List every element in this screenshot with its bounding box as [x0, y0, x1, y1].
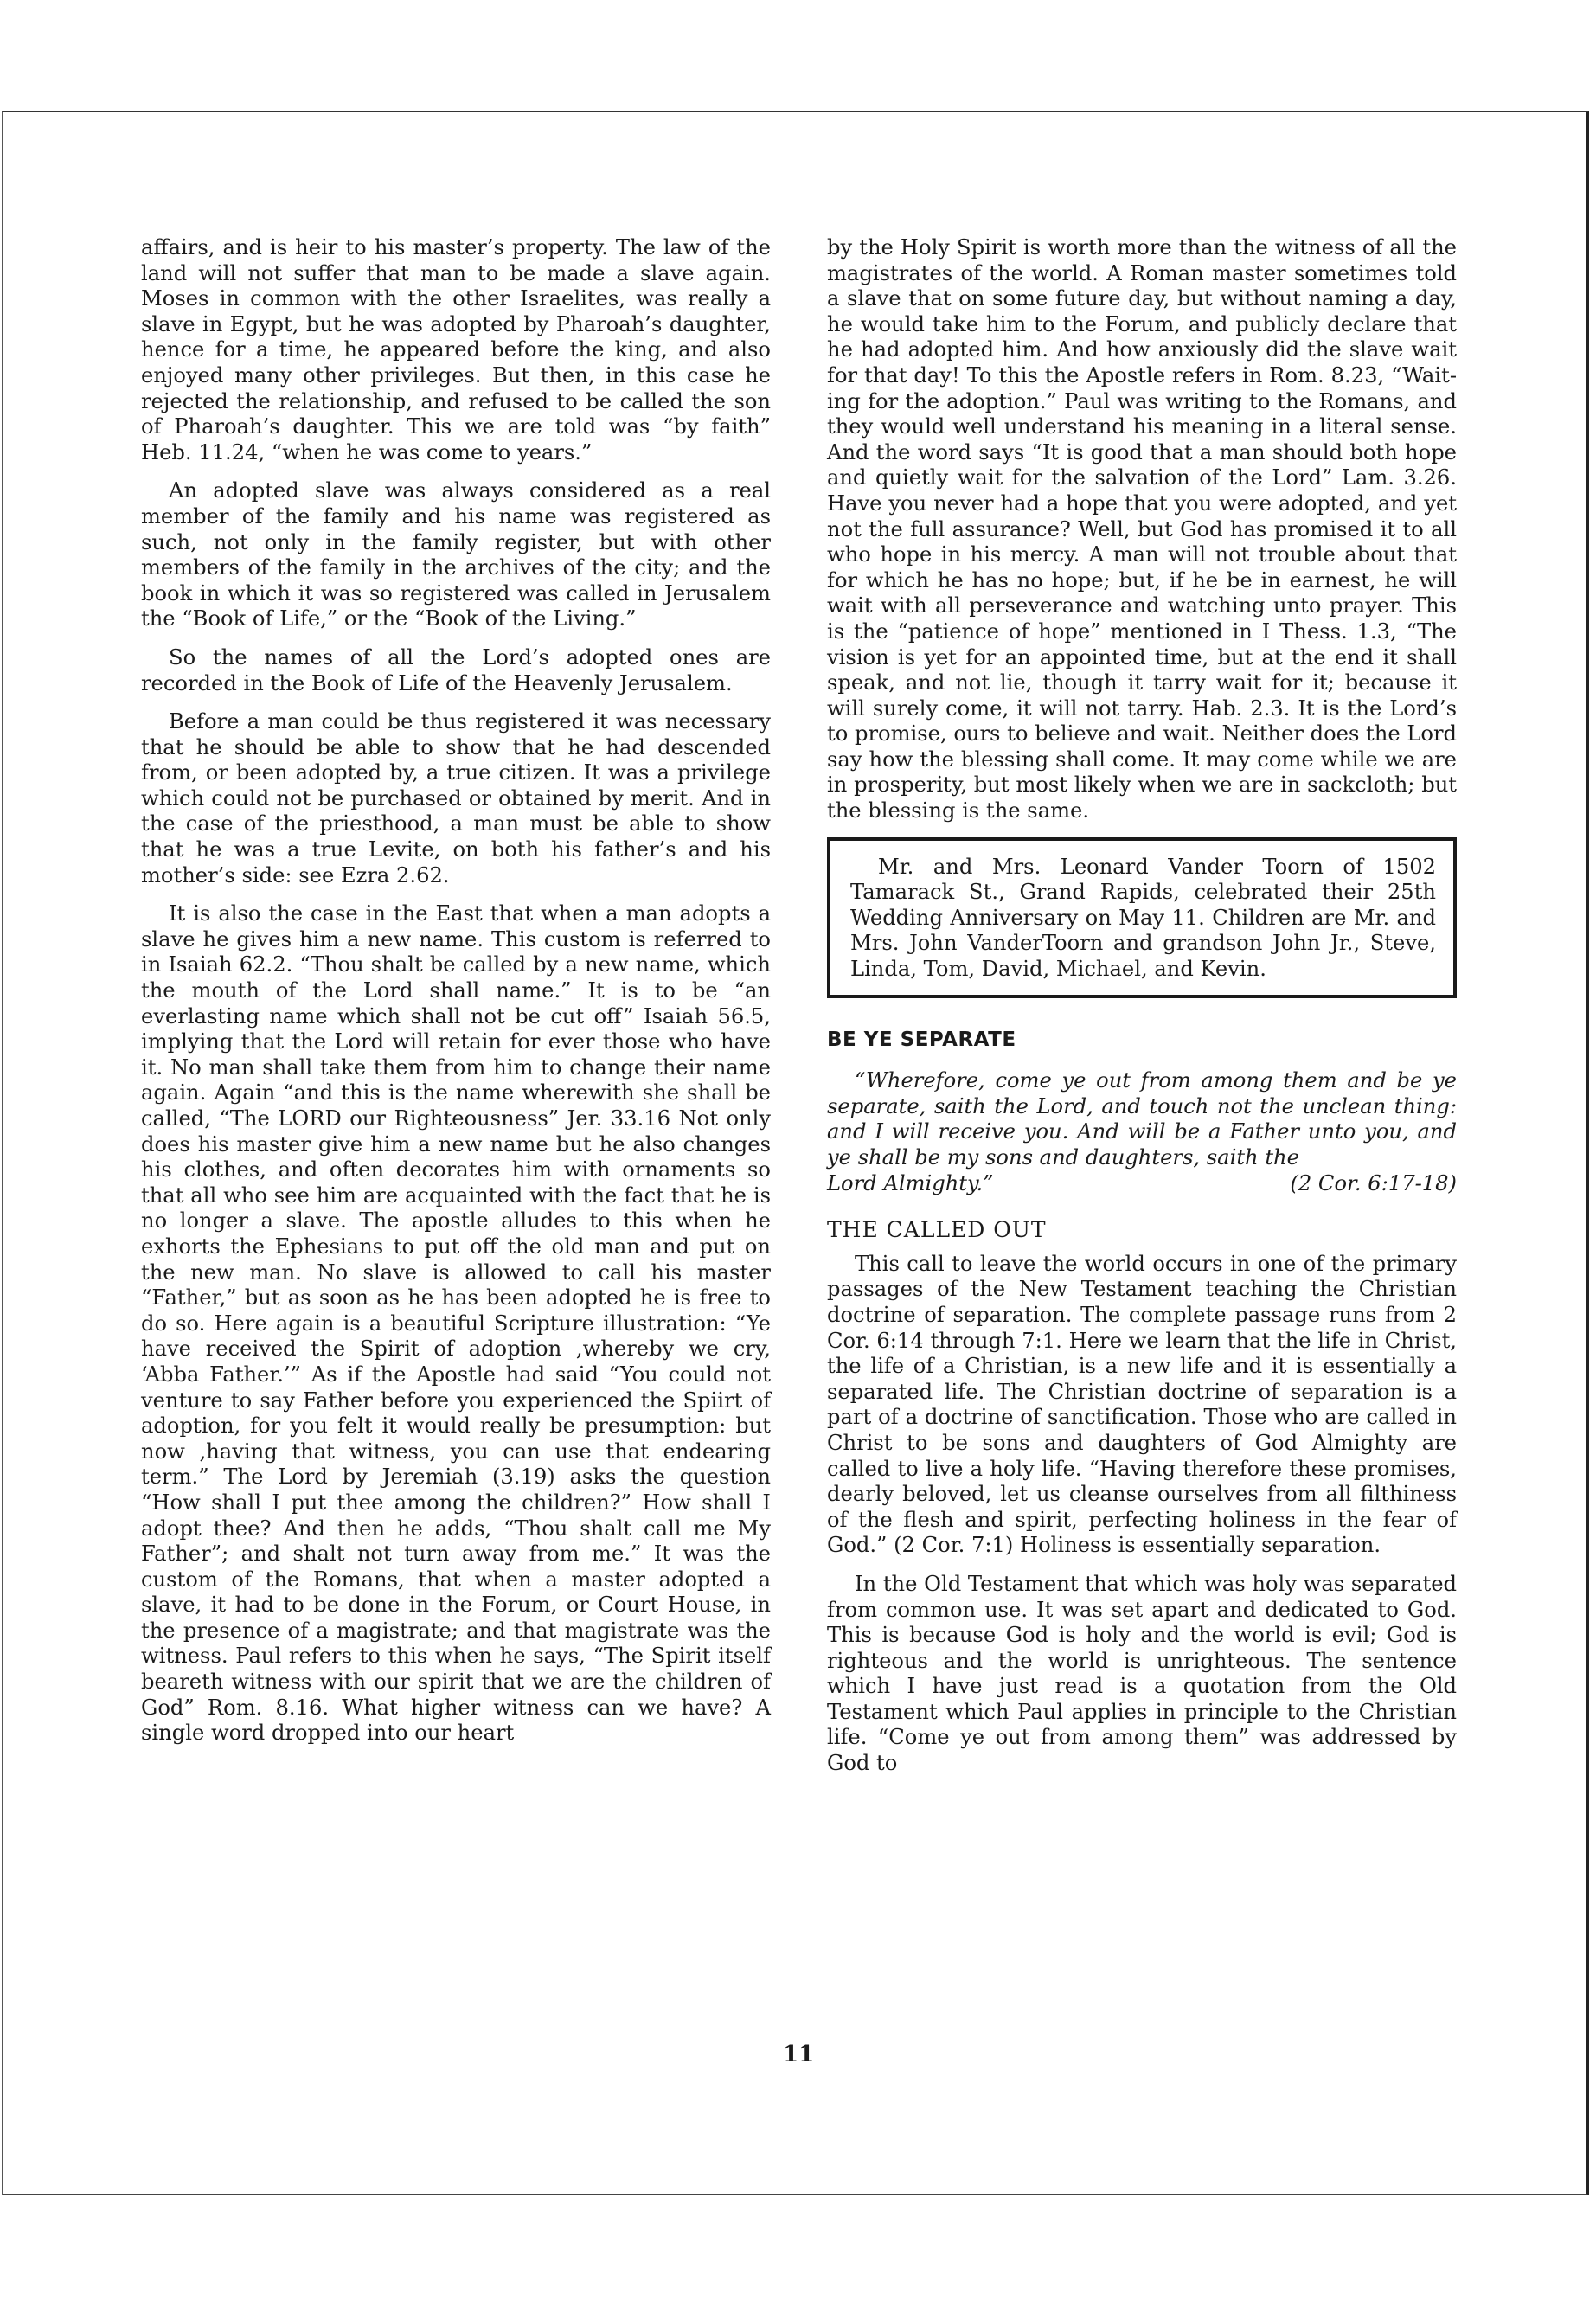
- paragraph: It is also the case in the East that when a man adopts a slave he gives him a new name. This custom is referred to in Isaiah 62.2. “Thou shalt be called by a new name, which the mouth of the Lord shall name.” It is to be “an everlasting name which shall not be cut off” Isaiah 56.5, implying that the Lord will retain for ever those who have it. No man shall take them from him to change their name again. Again “and this is the name wherewith she shall be called, “The LORD our Righteousness” Jer. 33.16 Not only does his master give him a new name but he also changes his clothes, and often decorates him with ornaments so that all who see him are acquainted with the fact that he is no longer a slave. The apostle alludes to this when he exhorts the Ephesians to put off the old man and put on the new man. No slave is allowed to call his master “Father,” but as soon as he has been adopted he is free to do so. Here again is a beautiful Scripture illustration: “Ye have received the Spirit of adoption ,whereby we cry, ‘Abba Father.’” As if the Apostle had said “You could not venture to say Father before you experienced the Spiirt of adoption, for you felt it would really be presumption: but now ,having that witness, you can use that endearing term.” The Lord by Jeremiah (3.19) asks the question “How shall I put thee among the children?” How shall I adopt thee? And then he adds, “Thou shalt call me My Father”; and shalt not turn away from me.” It was the custom of the Romans, that when a master adopted a slave, it had to be done in the Forum, or Court House, in the presence of a magistrate; and that magistrate was the witness. Paul refers to this when he says, “The Spirit itself beareth witness with our spirit that we are the children of God” Rom. 8.16. What higher witness can we have? A single word dropped into our heart: [141, 901, 771, 1746]
- right-column: [827, 235, 1457, 1790]
- paragraph: Before a man could be thus registered it was necessary that he should be able to show that he had descended from, or been adopted by, a true citizen. It was a privilege which could not be purchased or obtained by merit. And in the case of the priesthood, a man must be able to show that he was a true Levite, on both his father’s and his mother’s side: see Ezra 2.62.: [141, 709, 771, 888]
- paragraph: In the Old Testament that which was holy was separated from common use. It was set apart and dedicated to God. This is because God is holy and the world is evil; God is righteous and the world is unrighteous. The sentence which I have just read is a quotation from the Old Testament which Paul applies in principle to the Christian life. “Come ye out from among them” was addressed by God to: [827, 1571, 1457, 1776]
- paragraph: So the names of all the Lord’s adopted ones are recorded in the Book of Life of the Heavenly Jerusalem.: [141, 644, 771, 695]
- anniversary-announcement-box: [827, 837, 1457, 998]
- quote-reference: (2 Cor. 6:17-18): [1290, 1170, 1457, 1195]
- left-column: [141, 235, 771, 1759]
- announcement-text: Mr. and Mrs. Leonard Vander Toorn of 1502 Tamarack St., Grand Rapids, celebrated their 25th Wedding Anniversary on May 11. Children are Mr. and Mrs. John VanderToorn and grandson John Jr., Steve, Linda, Tom, David, Michael, and Kevin.: [850, 854, 1436, 982]
- paragraph: This call to leave the world occurs in one of the primary passages of the New Testament teaching the Christian doctrine of separation. The complete passage runs from 2 Cor. 6:14 through 7:1. Here we learn that the life in Christ, the life of a Christian, is a new life and it is essentially a separated life. The Christian doctrine of separation is a part of a doctrine of sanctification. Those who are called in Christ to be sons and daughters of God Almighty are called to live a holy life. “Having therefore these promises, dearly beloved, let us cleanse ourselves from all filthiness of the flesh and spirit, perfecting holiness in the fear of God.” (2 Cor. 7:1) Holiness is essentially separation.: [827, 1251, 1457, 1558]
- paragraph: by the Holy Spirit is worth more than the witness of all the magistrates of the world. A Roman master sometimes told a slave that on some future day, but without naming a day, he would take him to the Forum, and publicly declare that he had adopted him. And how anxiously did the slave wait for that day! To this the Apostle refers in Rom. 8.23, “Waiting for the adoption.” Paul was writing to the Romans, and they would well understand his meaning in a literal sense. And the word says “It is good that a man should both hope and quietly wait for the salvation of the Lord” Lam. 3.26. Have you never had a hope that you were adopted, and yet not the full assurance? Well, but God has promised it to all who hope in his mercy. A man will not trouble about that for which he has no hope; but, if he be in earnest, he will wait with all perseverance and watching unto prayer. This is the “patience of hope” mentioned in I Thess. 1.3, “The vision is yet for an appointed time, but at the end it shall speak, and not lie, though it tarry wait for it; because it will surely come, it will not tarry. Hab. 2.3. It is the Lord’s to promise, ours to believe and wait. Neither does the Lord say how the blessing shall come. It may come while we are in prosperity, but most likely when we are in sackcloth; but the blessing is the same.: [827, 235, 1458, 824]
- paragraph: An adopted slave was always considered as a real member of the family and his name was registered as such, not only in the family register, but with other members of the family in the archives of the city; and the book in which it was so registered was called in Jerusalem the “Book of Life,” or the “Book of the Living.”: [141, 478, 771, 631]
- scripture-quote: “Wherefore, come ye out from among them and be ye separate, saith the Lord, and touch not the unclean thing: and I will receive you. And will be a Father unto you, and ye shall be my sons and daughters, saith the: [827, 1068, 1457, 1170]
- scripture-quote-end: [827, 1171, 1457, 1197]
- section-heading: BE YE SEPARATE: [827, 1028, 1016, 1051]
- subheading: THE CALLED OUT: [827, 1217, 1047, 1243]
- quote-last-line: Lord Almighty.”: [827, 1170, 994, 1195]
- paragraph: affairs, and is heir to his master’s property. The law of the land will not suffer that man to be made a slave again. Moses in common with the other Israelites, was really a slave in Egypt, but he was adopted by Pharoah’s daughter, hence for a time, he appeared before the king, and also enjoyed many other privileges. But then, in this case he rejected the relationship, and refused to be called the son of Pharoah’s daughter. This we are told was “by faith” Heb. 11.24, “when he was come to years.”: [141, 235, 771, 465]
- page-number: 11: [783, 2041, 815, 2067]
